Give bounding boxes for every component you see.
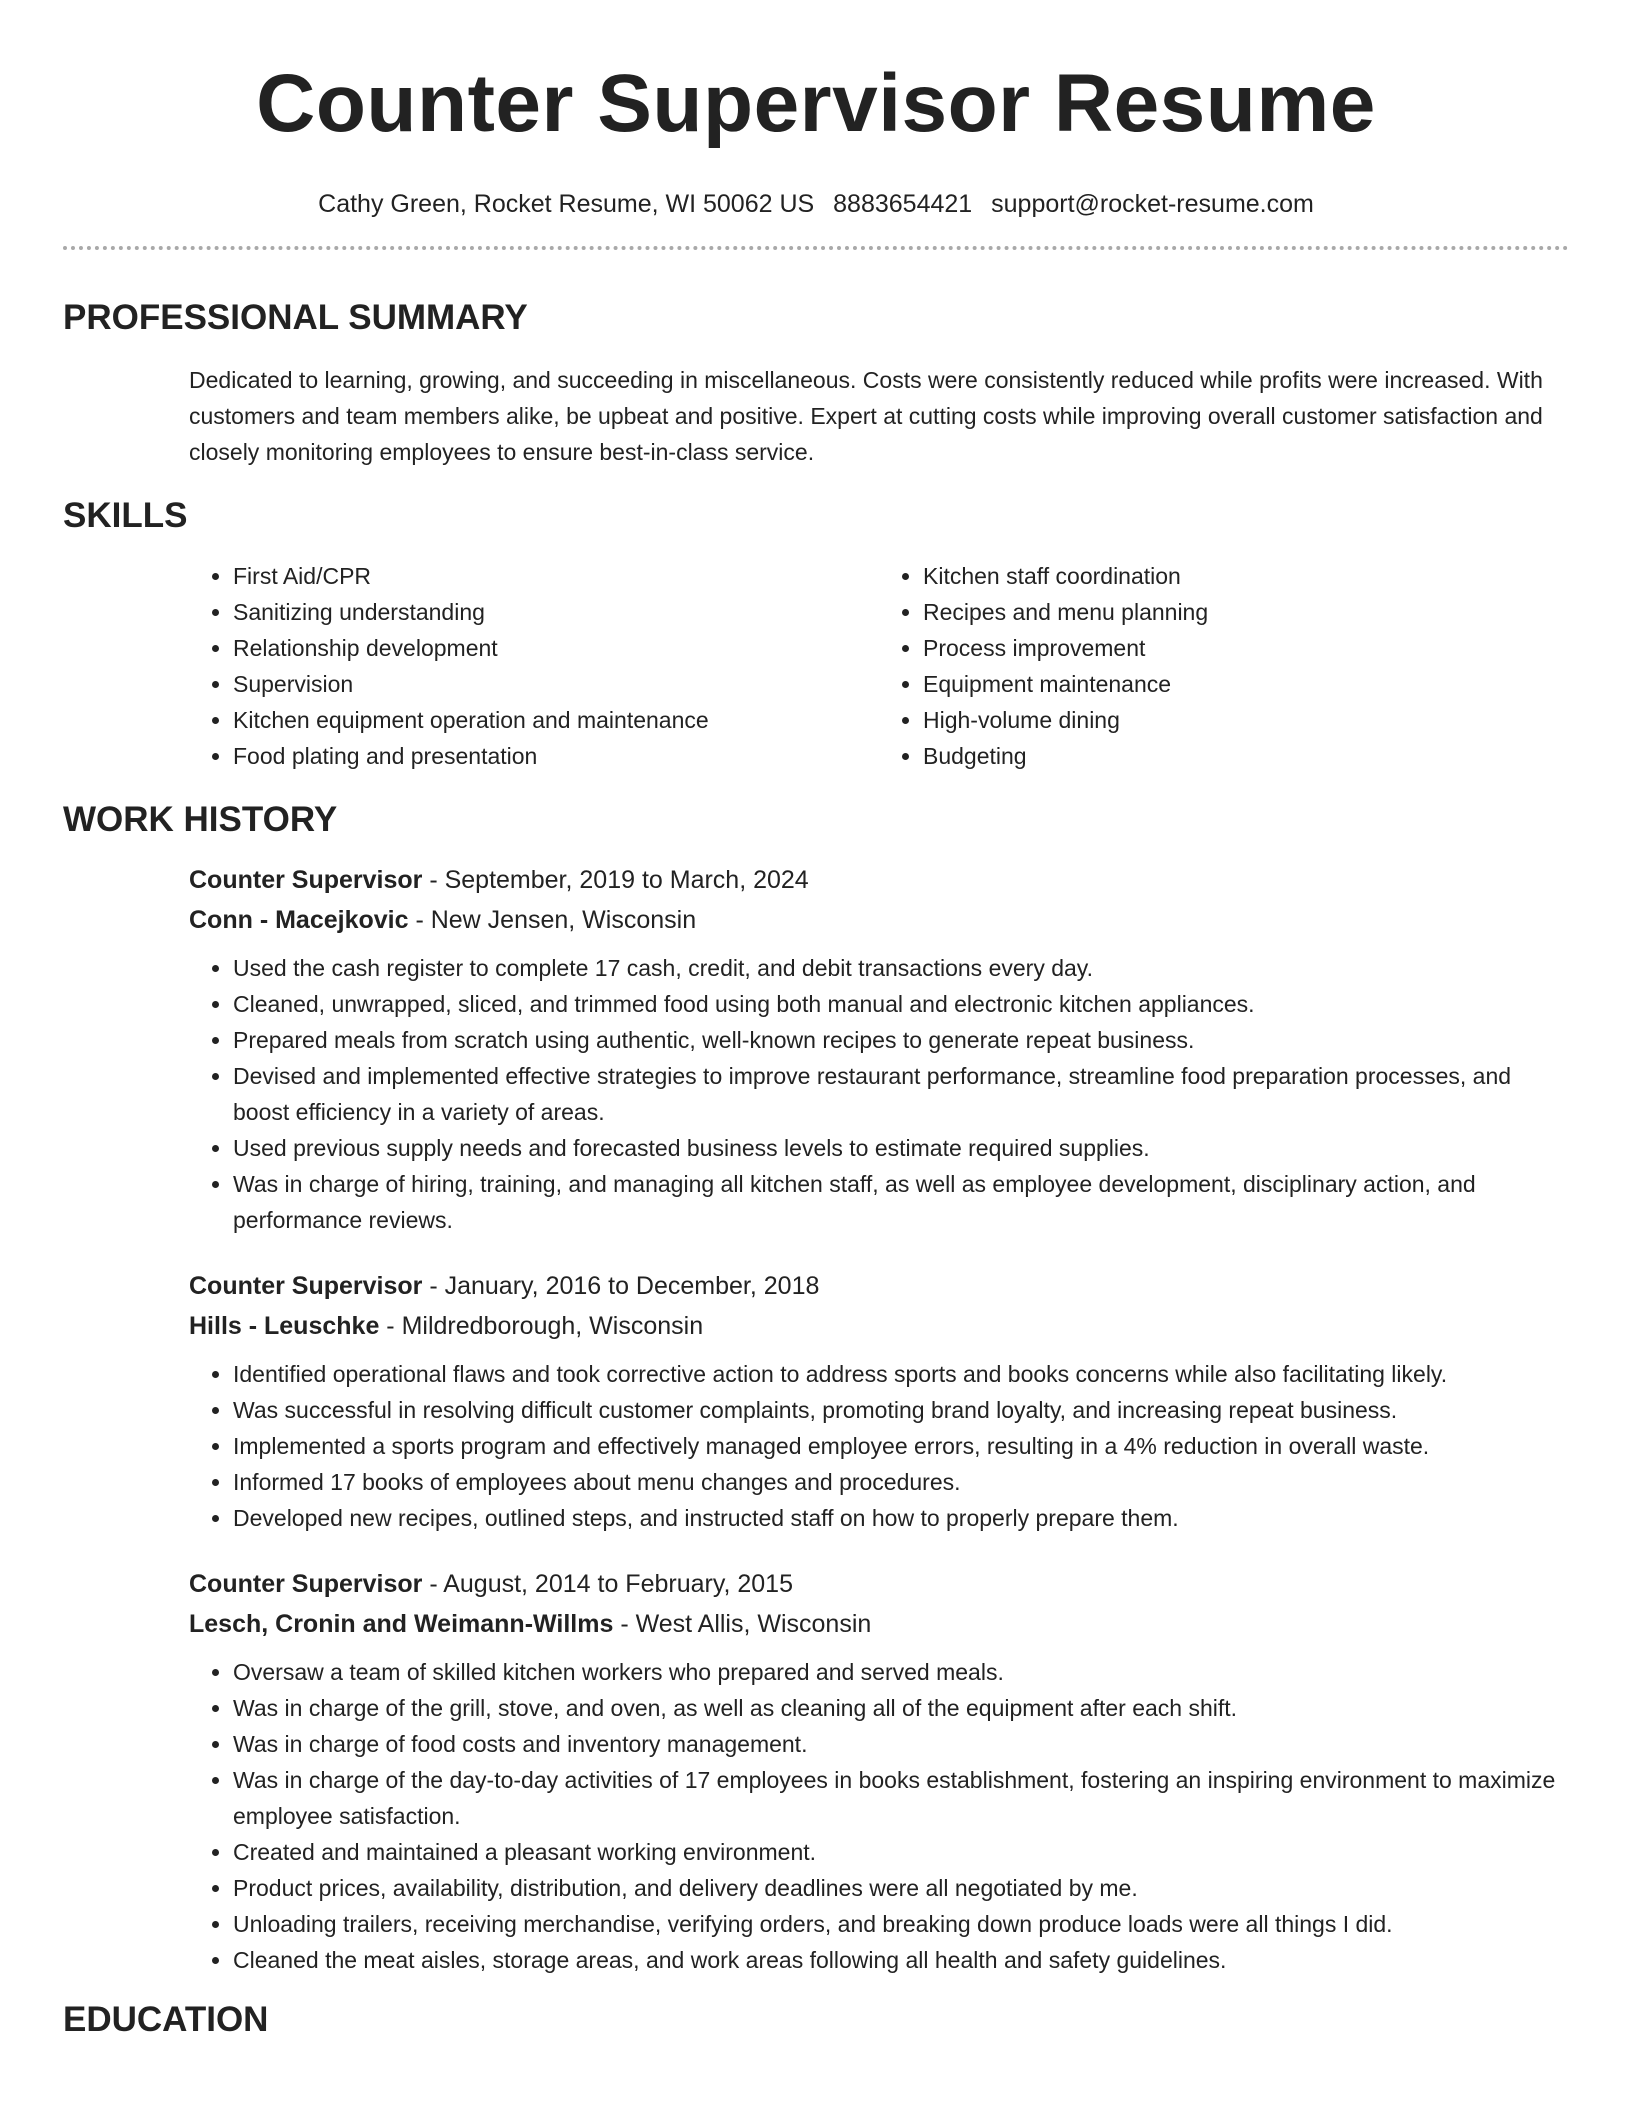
summary-text: Dedicated to learning, growing, and succeeding in miscellaneous. Costs were consistently reduced while profits were increased. With customers and team members alike, be upbeat and positive. Expert at cutting costs while improving overall customer satisfaction and closely monitoring employees to ensure best-in-class service. bbox=[189, 367, 1543, 465]
job-title-line bbox=[189, 860, 1569, 900]
job-dates: - January, 2016 to December, 2018 bbox=[422, 1272, 820, 1300]
skill-item: • Recipes and menu planning bbox=[923, 594, 1569, 630]
job-company: Conn - Macejkovic bbox=[189, 906, 409, 934]
job-title: Counter Supervisor bbox=[189, 866, 423, 894]
job-bullets bbox=[189, 950, 1569, 1238]
skill-item: • Process improvement bbox=[923, 630, 1569, 666]
job-company-line bbox=[189, 1306, 1569, 1346]
job-bullet: • Implemented a sports program and effectively managed employee errors, resulting in a 4% reduction in overall waste. bbox=[233, 1428, 1569, 1464]
job-entry bbox=[189, 1564, 1569, 1978]
skill-item: • Equipment maintenance bbox=[923, 666, 1569, 702]
skill-item: • Supervision bbox=[233, 666, 879, 702]
job-company: Lesch, Cronin and Weimann-Willms bbox=[189, 1610, 614, 1638]
contact-phone: 8883654421 bbox=[833, 190, 973, 218]
skill-item: • Food plating and presentation bbox=[233, 738, 879, 774]
job-company-line bbox=[189, 900, 1569, 940]
job-bullet: • Was successful in resolving difficult customer complaints, promoting brand loyalty, and increasing repeat business. bbox=[233, 1392, 1569, 1428]
skills-column-right bbox=[879, 558, 1569, 774]
resume-title: Counter Supervisor Resume bbox=[256, 58, 1376, 149]
contact-address: Cathy Green, Rocket Resume, WI 50062 US bbox=[318, 190, 815, 218]
job-bullet: • Identified operational flaws and took corrective action to address sports and books concerns while also facilitating likely. bbox=[233, 1356, 1569, 1392]
job-title-line bbox=[189, 1564, 1569, 1604]
section-title-work-history: WORK HISTORY bbox=[63, 800, 338, 839]
contact-line bbox=[63, 188, 1569, 220]
job-bullet: • Devised and implemented effective strategies to improve restaurant performance, streamline food preparation processes, and boost efficiency in a variety of areas. bbox=[233, 1058, 1569, 1130]
skill-item: • Kitchen staff coordination bbox=[923, 558, 1569, 594]
job-bullet: • Informed 17 books of employees about menu changes and procedures. bbox=[233, 1464, 1569, 1500]
job-dates: - August, 2014 to February, 2015 bbox=[422, 1570, 793, 1598]
job-title: Counter Supervisor bbox=[189, 1570, 423, 1598]
job-bullet: • Created and maintained a pleasant working environment. bbox=[233, 1834, 1569, 1870]
job-bullet: • Used previous supply needs and forecasted business levels to estimate required supplies. bbox=[233, 1130, 1569, 1166]
section-title-summary: PROFESSIONAL SUMMARY bbox=[63, 298, 528, 337]
section-title-skills: SKILLS bbox=[63, 496, 188, 535]
job-bullet: • Developed new recipes, outlined steps, and instructed staff on how to properly prepare them. bbox=[233, 1500, 1569, 1536]
job-bullet: • Was in charge of the day-to-day activities of 17 employees in books establishment, fostering an inspiring environment to maximize employee satisfaction. bbox=[233, 1762, 1569, 1834]
contact-email: support@rocket-resume.com bbox=[991, 190, 1314, 218]
job-bullet: • Oversaw a team of skilled kitchen workers who prepared and served meals. bbox=[233, 1654, 1569, 1690]
skill-item: • Budgeting bbox=[923, 738, 1569, 774]
job-bullet: • Used the cash register to complete 17 cash, credit, and debit transactions every day. bbox=[233, 950, 1569, 986]
job-bullets bbox=[189, 1356, 1569, 1536]
job-bullet: • Cleaned the meat aisles, storage areas, and work areas following all health and safety guidelines. bbox=[233, 1942, 1569, 1978]
job-bullets bbox=[189, 1654, 1569, 1978]
job-bullet: • Product prices, availability, distribution, and delivery deadlines were all negotiated by me. bbox=[233, 1870, 1569, 1906]
job-bullet: • Was in charge of hiring, training, and managing all kitchen staff, as well as employee development, disciplinary action, and performance reviews. bbox=[233, 1166, 1569, 1238]
job-location: - Mildredborough, Wisconsin bbox=[379, 1312, 704, 1340]
skill-item: • High-volume dining bbox=[923, 702, 1569, 738]
job-bullet: • Unloading trailers, receiving merchandise, verifying orders, and breaking down produce loads were all things I did. bbox=[233, 1906, 1569, 1942]
skill-item: • Sanitizing understanding bbox=[233, 594, 879, 630]
job-entry bbox=[189, 860, 1569, 1238]
job-dates: - September, 2019 to March, 2024 bbox=[422, 866, 809, 894]
job-location: - New Jensen, Wisconsin bbox=[408, 906, 697, 934]
job-company: Hills - Leuschke bbox=[189, 1312, 380, 1340]
job-company-line bbox=[189, 1604, 1569, 1644]
skill-item: • Relationship development bbox=[233, 630, 879, 666]
section-title-education: EDUCATION bbox=[63, 2000, 269, 2039]
header-divider bbox=[63, 246, 1569, 250]
job-bullet: • Was in charge of food costs and inventory management. bbox=[233, 1726, 1569, 1762]
skills-list bbox=[189, 558, 1569, 774]
skill-item: • First Aid/CPR bbox=[233, 558, 879, 594]
job-location: - West Allis, Wisconsin bbox=[613, 1610, 872, 1638]
job-title: Counter Supervisor bbox=[189, 1272, 423, 1300]
job-bullet: • Prepared meals from scratch using authentic, well-known recipes to generate repeat business. bbox=[233, 1022, 1569, 1058]
job-bullet: • Cleaned, unwrapped, sliced, and trimmed food using both manual and electronic kitchen appliances. bbox=[233, 986, 1569, 1022]
skills-column-left bbox=[189, 558, 879, 774]
job-entry bbox=[189, 1266, 1569, 1536]
job-bullet: • Was in charge of the grill, stove, and oven, as well as cleaning all of the equipment after each shift. bbox=[233, 1690, 1569, 1726]
skill-item: • Kitchen equipment operation and maintenance bbox=[233, 702, 879, 738]
job-title-line bbox=[189, 1266, 1569, 1306]
